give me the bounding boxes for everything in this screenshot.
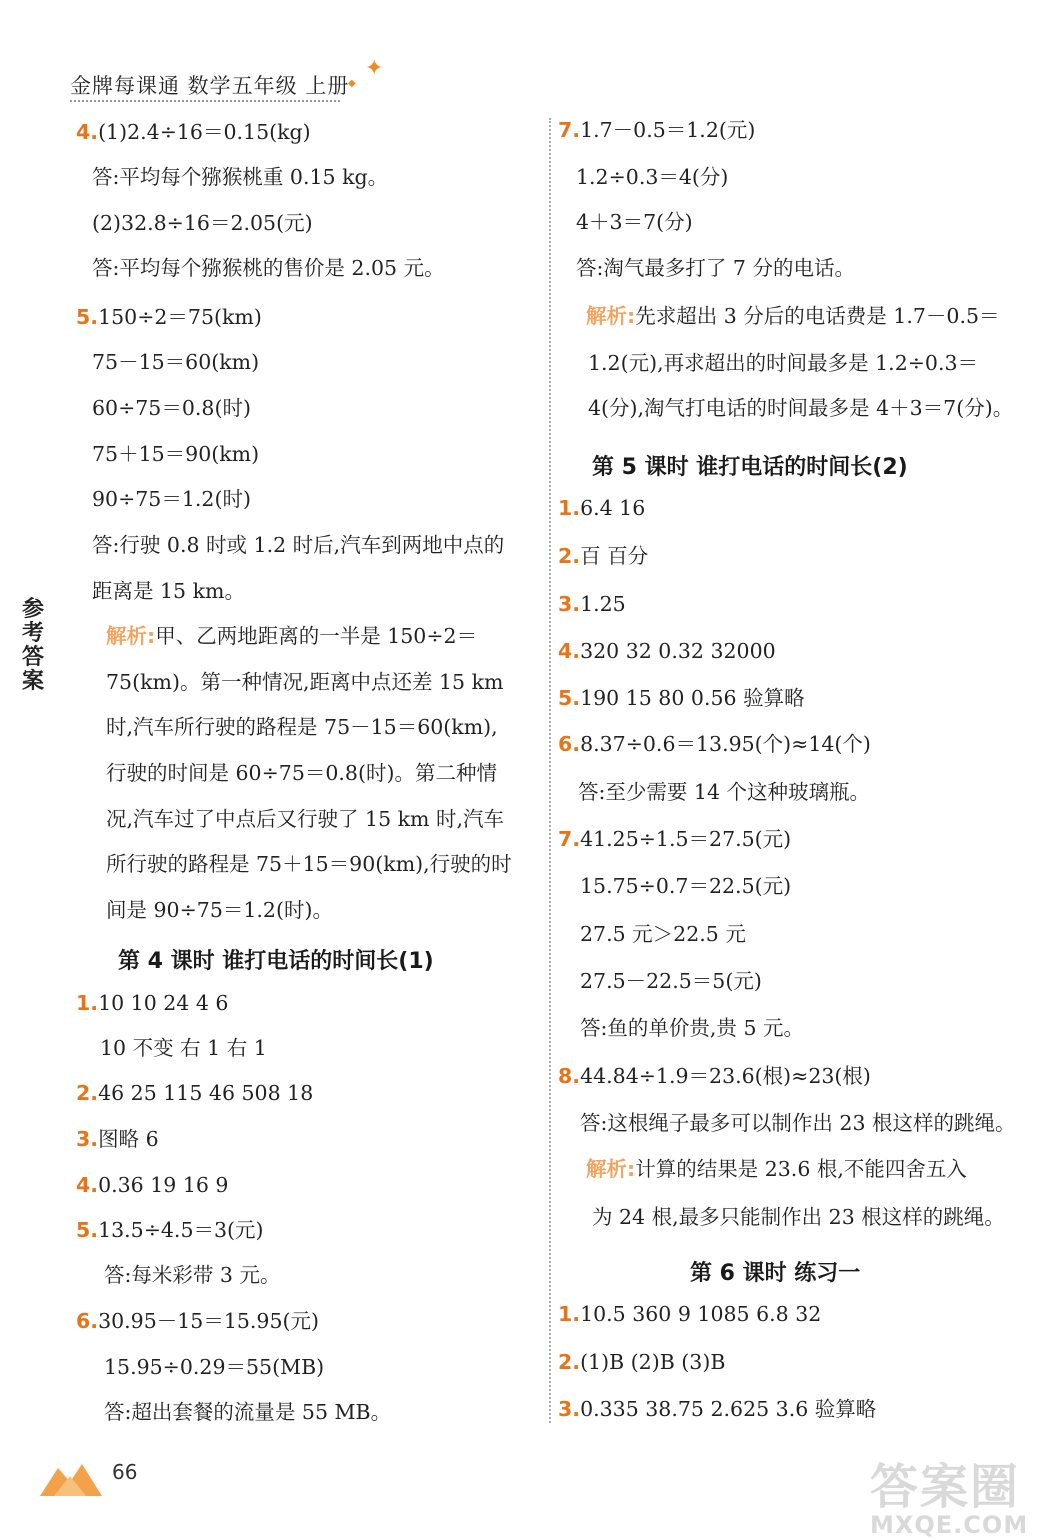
question-number: 4. <box>558 639 581 663</box>
line-text: 13.5÷4.5＝3(元) <box>98 1218 264 1242</box>
question-line <box>76 993 228 1014</box>
watermark-logo: 答案圈 <box>870 1459 1021 1515</box>
analysis-line <box>106 626 477 647</box>
line-text: 190 15 80 0.56 验算略 <box>580 686 805 710</box>
line-text: 10 10 24 4 6 <box>98 991 229 1015</box>
analysis-label: 解析: <box>586 1157 636 1181</box>
line-text: 4(分),淘气打电话的时间最多是 4＋3＝7(分)。 <box>588 396 1014 420</box>
question-line <box>558 734 871 755</box>
line-text: 答:这根绳子最多可以制作出 23 根这样的跳绳。 <box>580 1111 1016 1135</box>
line-text: 27.5－22.5＝5(元) <box>580 969 762 993</box>
question-line <box>76 307 262 328</box>
analysis-line <box>586 1159 967 1180</box>
line-text: 答:平均每个猕猴桃的售价是 2.05 元。 <box>92 256 445 280</box>
line-text: 行驶的时间是 60÷75＝0.8(时)。第二种情 <box>106 761 497 785</box>
line-text: 图略 6 <box>98 1127 159 1151</box>
line-text: 答:行驶 0.8 时或 1.2 时后,汽车到两地中点的 <box>92 533 505 557</box>
line-text: 答:至少需要 14 个这种玻璃瓶。 <box>578 780 871 804</box>
answer-line <box>106 900 333 921</box>
line-text: 41.25÷1.5＝27.5(元) <box>580 827 792 851</box>
question-number: 6. <box>76 1309 99 1333</box>
answer-line <box>588 398 1013 419</box>
section-title: 第 4 课时 谁打电话的时间长(1) <box>118 949 434 974</box>
line-text: (1)B (2)B (3)B <box>580 1350 726 1374</box>
question-number: 5. <box>558 686 581 710</box>
question-number: 8. <box>558 1064 581 1088</box>
line-text: 距离是 15 km。 <box>92 579 245 603</box>
question-line <box>558 498 645 519</box>
question-number: 3. <box>558 1397 581 1421</box>
question-number: 7. <box>558 118 581 142</box>
line-text: 答:鱼的单价贵,贵 5 元。 <box>580 1016 804 1040</box>
answer-line <box>106 809 504 830</box>
question-line <box>76 1220 264 1241</box>
question-number: 2. <box>76 1081 99 1105</box>
line-text: 75(km)。第一种情况,距离中点还差 15 km <box>106 670 504 694</box>
answer-line <box>588 353 978 374</box>
question-number: 5. <box>76 1218 99 1242</box>
answer-line <box>578 782 870 803</box>
question-number: 3. <box>76 1127 99 1151</box>
answer-line <box>592 1207 1005 1228</box>
line-text: 75－15＝60(km) <box>92 350 260 374</box>
question-number: 2. <box>558 1350 581 1374</box>
answer-line <box>92 489 251 510</box>
question-line <box>558 829 791 850</box>
side-tab: 参考答案 <box>21 597 44 694</box>
answer-line <box>92 398 251 419</box>
line-text: 60÷75＝0.8(时) <box>92 396 251 420</box>
answer-line <box>104 1265 280 1286</box>
line-text: 15.95÷0.29＝55(MB) <box>104 1355 325 1379</box>
question-number: 1. <box>558 496 581 520</box>
question-line <box>76 122 311 143</box>
line-text: 先求超出 3 分后的电话费是 1.7－0.5＝ <box>635 304 1000 328</box>
question-number: 3. <box>558 592 581 616</box>
question-line <box>558 1304 821 1325</box>
header-title: 金牌每课通 数学五年级 上册 <box>70 74 350 98</box>
answer-line <box>92 581 245 602</box>
line-text: 44.84÷1.9＝23.6(根)≈23(根) <box>580 1064 871 1088</box>
line-text: 10 不变 右 1 右 1 <box>100 1036 267 1060</box>
line-text: 答:平均每个猕猴桃重 0.15 kg。 <box>92 165 389 189</box>
answer-line <box>104 1402 391 1423</box>
line-text: 为 24 根,最多只能制作出 23 根这样的跳绳。 <box>592 1205 1005 1229</box>
line-text: 4＋3＝7(分) <box>576 210 693 234</box>
question-line <box>558 546 648 567</box>
question-line <box>76 1175 228 1196</box>
line-text: 答:每米彩带 3 元。 <box>104 1263 281 1287</box>
answer-line <box>106 854 512 875</box>
question-line <box>558 641 776 662</box>
question-number: 5. <box>76 305 99 329</box>
line-text: 甲、乙两地距离的一半是 150÷2＝ <box>155 624 478 648</box>
line-text: 30.95－15＝15.95(元) <box>98 1309 320 1333</box>
answer-line <box>576 258 855 279</box>
answer-line <box>580 1113 1016 1134</box>
line-text: 1.25 <box>580 592 626 616</box>
line-text: 所行驶的路程是 75＋15＝90(km),行驶的时 <box>106 852 512 876</box>
analysis-line <box>586 306 1000 327</box>
answer-line <box>580 924 746 945</box>
question-line <box>558 1399 876 1420</box>
section-title: 第 6 课时 练习一 <box>690 1261 861 1286</box>
section-title: 第 5 课时 谁打电话的时间长(2) <box>592 455 908 480</box>
line-text: 1.2(元),再求超出的时间最多是 1.2÷0.3＝ <box>588 351 979 375</box>
answer-line <box>92 213 313 234</box>
answer-line <box>580 971 762 992</box>
question-line <box>76 1129 159 1150</box>
header-underline <box>70 100 340 102</box>
answer-line <box>104 1357 324 1378</box>
answer-line <box>92 535 504 556</box>
question-line <box>76 1083 313 1104</box>
question-line <box>558 688 805 709</box>
question-line <box>76 1311 319 1332</box>
answer-line <box>576 212 693 233</box>
question-number: 6. <box>558 732 581 756</box>
line-text: 时,汽车所行驶的路程是 75－15＝60(km), <box>106 715 498 739</box>
sparkle-small-icon: ◆ <box>348 78 356 89</box>
answer-line <box>576 167 728 188</box>
sparkle-icon: ✦ <box>365 56 384 81</box>
question-number: 7. <box>558 827 581 851</box>
question-number: 2. <box>558 544 581 568</box>
answer-line <box>92 167 388 188</box>
line-text: 间是 90÷75＝1.2(时)。 <box>106 898 333 922</box>
answer-line <box>106 717 498 738</box>
column-divider <box>549 118 551 1423</box>
line-text: 10.5 360 9 1085 6.8 32 <box>580 1302 822 1326</box>
line-text: 况,汽车过了中点后又行驶了 15 km 时,汽车 <box>106 807 505 831</box>
question-number: 1. <box>76 991 99 1015</box>
watermark <box>870 1448 1028 1539</box>
answer-line <box>92 444 259 465</box>
question-number: 4. <box>76 1173 99 1197</box>
line-text: (1)2.4÷16＝0.15(kg) <box>98 120 311 144</box>
answer-line <box>100 1038 267 1059</box>
question-line <box>558 120 755 141</box>
analysis-label: 解析: <box>106 624 156 648</box>
line-text: 百 百分 <box>580 544 649 568</box>
line-text: 150÷2＝75(km) <box>98 305 262 329</box>
line-text: 计算的结果是 23.6 根,不能四舍五入 <box>635 1157 967 1181</box>
analysis-label: 解析: <box>586 304 636 328</box>
answer-line <box>92 258 445 279</box>
line-text: 6.4 16 <box>580 496 646 520</box>
answer-line <box>106 672 503 693</box>
page-number: 66 <box>112 1460 138 1484</box>
line-text: 0.335 38.75 2.625 3.6 验算略 <box>580 1397 877 1421</box>
answer-line <box>106 763 497 784</box>
answer-line <box>92 352 259 373</box>
answer-line <box>580 1018 804 1039</box>
question-line <box>558 1066 871 1087</box>
question-line <box>558 1352 725 1373</box>
line-text: 27.5 元＞22.5 元 <box>580 922 746 946</box>
question-number: 4. <box>76 120 99 144</box>
line-text: 0.36 19 16 9 <box>98 1173 229 1197</box>
line-text: 答:超出套餐的流量是 55 MB。 <box>104 1400 392 1424</box>
line-text: 1.7－0.5＝1.2(元) <box>580 118 756 142</box>
answer-line <box>580 876 791 897</box>
mountain-icon <box>40 1458 110 1498</box>
question-number: 1. <box>558 1302 581 1326</box>
line-text: 46 25 115 46 508 18 <box>98 1081 314 1105</box>
line-text: 1.2÷0.3＝4(分) <box>576 165 729 189</box>
line-text: 90÷75＝1.2(时) <box>92 487 251 511</box>
line-text: 15.75÷0.7＝22.5(元) <box>580 874 792 898</box>
watermark-site: MXQE.COM <box>870 1511 1029 1539</box>
line-text: (2)32.8÷16＝2.05(元) <box>92 211 313 235</box>
question-line <box>558 594 626 615</box>
line-text: 320 32 0.32 32000 <box>580 639 776 663</box>
line-text: 75＋15＝90(km) <box>92 442 260 466</box>
line-text: 答:淘气最多打了 7 分的电话。 <box>576 256 855 280</box>
line-text: 8.37÷0.6＝13.95(个)≈14(个) <box>580 732 871 756</box>
